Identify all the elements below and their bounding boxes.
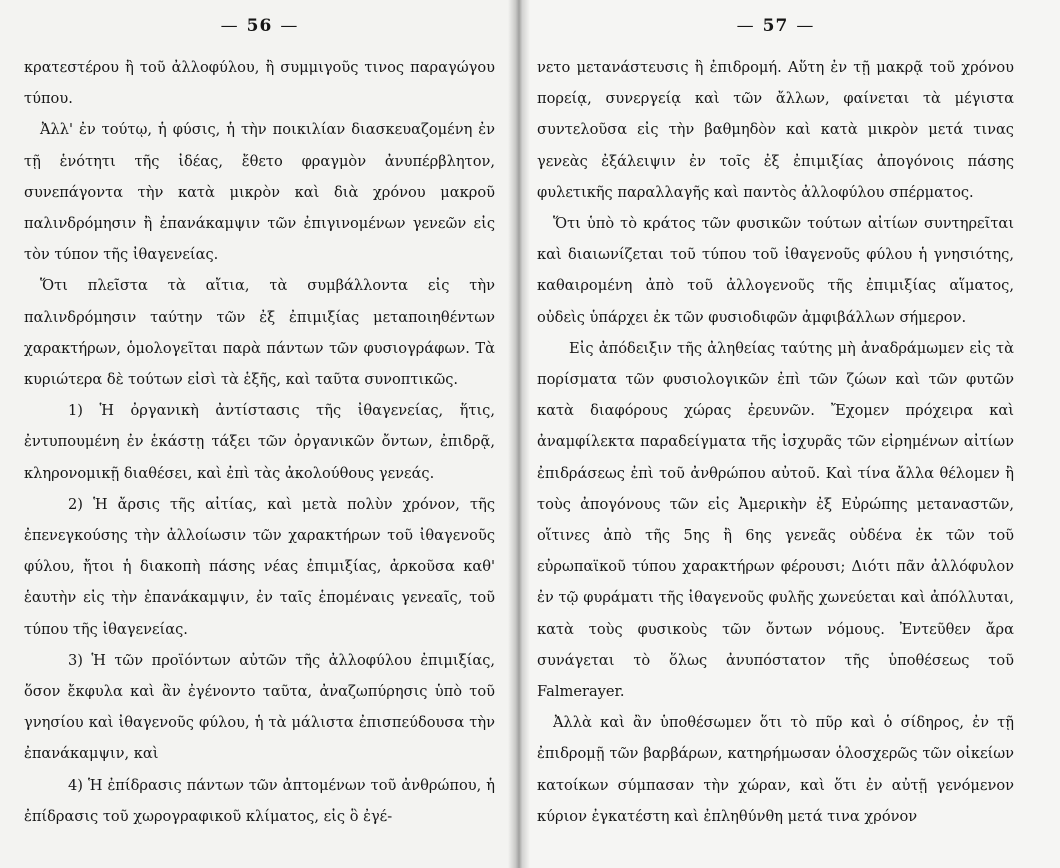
- list-item: 3) Ἡ τῶν προϊόντων αὐτῶν τῆς ἀλλοφύλου ἐπιμιξίας, ὅσον ἔκφυλα καὶ ἂν ἐγένοντο ταῦτα, ἀναζωπύρησις ὑπὸ τοῦ γνησίου καὶ ἰθαγενοῦς φύλου, ἡ τὰ μάλιστα ἐπισπεύδουσα τὴν ἐπανάκαμψιν, καὶ: [24, 651, 495, 763]
- left-page: [0, 0, 517, 868]
- paragraph: νετο μετανάστευσις ἢ ἐπιδρομή. Αὕτη ἐν τῇ μακρᾷ τοῦ χρόνου πορείᾳ, συνεργείᾳ καὶ τῶν ἄλλων, φαίνεται τὰ μέγιστα συντελοῦσα εἰς τὴν βαθμηδὸν καὶ κατὰ μικρὸν μετά τινας γενεὰς ἐξάλειψιν ἐν τοῖς ἐξ ἐπιμιξίας ἀπογόνοις πάσης φυλετικῆς παραλλαγῆς καὶ παντὸς ἀλλοφύλου σπέρματος.: [537, 59, 1014, 201]
- page-number-left: — 56 —: [220, 16, 299, 36]
- list-item: 4) Ἡ ἐπίδρασις πάντων τῶν ἀπτομένων τοῦ ἀνθρώπου, ἡ ἐπίδρασις τοῦ χωρογραφικοῦ κλίματος, εἰς ὃ ἐγέ-: [24, 776, 495, 825]
- paragraph: Ἀλλ' ἐν τούτῳ, ἡ φύσις, ἡ τὴν ποικιλίαν διασκευαζομένη ἐν τῇ ἑνότητι τῆς ἰδέας, ἔθετο φραγμὸν ἀνυπέρβλητον, συνεπάγοντα τὴν κατὰ μικρὸν καὶ διὰ χρόνου μακροῦ παλινδρόμησιν ἢ ἐπανάκαμψιν τῶν ἐπιγινομένων γενεῶν εἰς τὸν τύπον τῆς ἰθαγενείας.: [24, 121, 495, 264]
- right-page-text: [537, 52, 1014, 832]
- list-item: 1) Ἡ ὀργανικὴ ἀντίστασις τῆς ἰθαγενείας, ἥτις, ἐντυπουμένη ἐν ἑκάστῃ τάξει τῶν ὀργανικῶν ὄντων, ἐπιδρᾷ, κληρονομικῇ διαθέσει, καὶ ἐπὶ τὰς ἀκολούθους γενεάς.: [24, 402, 495, 482]
- paragraph: Εἰς ἀπόδειξιν τῆς ἀληθείας ταύτης μὴ ἀναδράμωμεν εἰς τὰ πορίσματα τῶν φυσιολογικῶν ἐπὶ τῶν ζώων καὶ τῶν φυτῶν κατὰ διαφόρους χώρας ἐρευνῶν. Ἔχομεν πρόχειρα καὶ ἀναμφίλεκτα παραδείγματα τῆς ἰσχυρᾶς τῶν εἰρημένων αἰτίων ἐπιδράσεως ἐπὶ τοῦ ἀνθρώπου αὐτοῦ. Καὶ τίνα ἄλλα θέλομεν ἢ τοὺς ἀπογόνους τῶν εἰς Ἀμερικὴν ἐξ Εὐρώπης μεταναστῶν, οἵτινες ἀπὸ τῆς 5ης ἢ 6ης γενεᾶς οὐδένα ἐκ τῶν τοῦ εὐρωπαϊκοῦ τύπου χαρακτήρων φέρουσι; Διότι πᾶν ἀλλόφυλον ἐν τῷ φυράματι τῆς ἰθαγενοῦς φυλῆς χωνεύεται καὶ ἀπόλλυται, κατὰ τοὺς φυσικοὺς τῶν ὄντων νόμους. Ἐντεῦθεν ἄρα συνάγεται τὸ ὅλως ἀνυπόστατον τῆς ὑποθέσεως τοῦ Falmerayer.: [537, 339, 1014, 701]
- left-page-text: [24, 52, 495, 832]
- page-number-right: — 57 —: [736, 16, 815, 36]
- list-item: 2) Ἡ ἄρσις τῆς αἰτίας, καὶ μετὰ πολὺν χρόνον, τῆς ἐπενεγκούσης τὴν ἀλλοίωσιν τῶν χαρακτήρων τοῦ ἰθαγενοῦς φύλου, ἤτοι ἡ διακοπὴ πάσης νέας ἐπιμιξίας, ἀρκοῦσα καθ' ἑαυτὴν εἰς τὴν ἐπανάκαμψιν, ἐν ταῖς ἑπομέναις γενεαῖς, τοῦ τύπου τῆς ἰθαγενείας.: [24, 495, 495, 638]
- paragraph: Ὅτι πλεῖστα τὰ αἴτια, τὰ συμβάλλοντα εἰς τὴν παλινδρόμησιν ταύτην τῶν ἐξ ἐπιμιξίας μεταποιηθέντων χαρακτήρων, ὁμολογεῖται παρὰ πάντων τῶν φυσιογράφων. Τὰ κυριώτερα δὲ τούτων εἰσὶ τὰ ἑξῆς, καὶ ταῦτα συνοπτικῶς.: [24, 277, 495, 389]
- paragraph: κρατεστέρου ἢ τοῦ ἀλλοφύλου, ἢ συμμιγοῦς τινος παραγώγου τύπου.: [24, 59, 495, 108]
- page-number-value: 56: [246, 16, 273, 36]
- right-page: [517, 0, 1060, 868]
- page-number-value: 57: [762, 16, 789, 36]
- paragraph: Ἀλλὰ καὶ ἂν ὑποθέσωμεν ὅτι τὸ πῦρ καὶ ὁ σίδηρος, ἐν τῇ ἐπιδρομῇ τῶν βαρβάρων, κατηρήμωσαν ὁλοσχερῶς τῶν οἰκείων κατοίκων σύμπασαν τὴν χώραν, καὶ ὅτι ἐν αὐτῇ γενόμενον κύριον ἐγκατέστη καὶ ἐπληθύνθη μετά τινα χρόνον: [537, 714, 1014, 825]
- paragraph: Ὅτι ὑπὸ τὸ κράτος τῶν φυσικῶν τούτων αἰτίων συντηρεῖται καὶ διαιωνίζεται τοῦ τύπου τοῦ ἰθαγενοῦς φύλου ἡ γνησιότης, καθαιρομένη ἀπὸ τοῦ ἀλλογενοῦς τῆς ἐπιμιξίας αἵματος, οὐδεὶς ὑπάρχει ἐκ τῶν φυσιοδιφῶν ἀμφιβάλλων σήμερον.: [537, 215, 1014, 326]
